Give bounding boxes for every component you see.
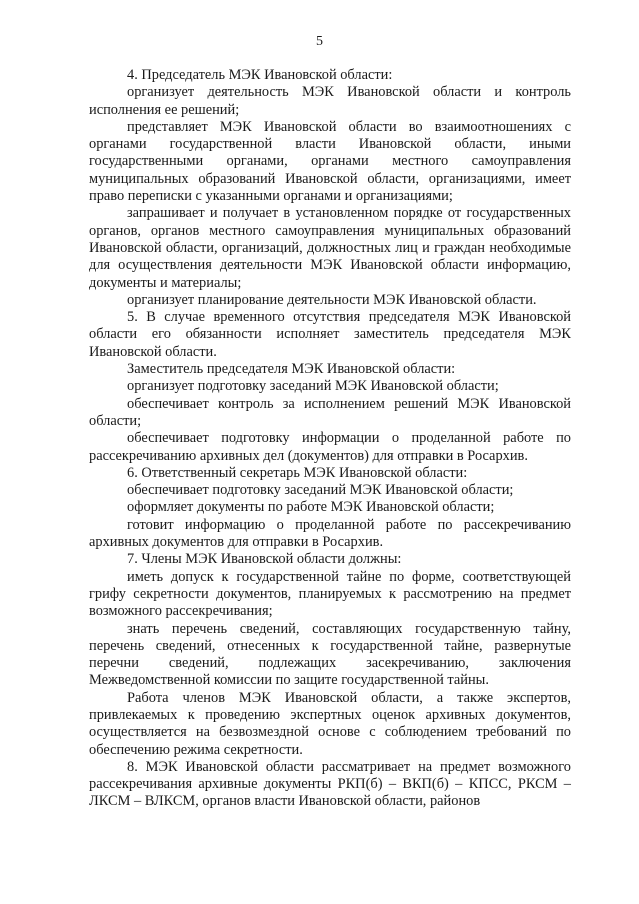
paragraph: готовит информацию о проделанной работе по рассекречиванию архивных документов для отправки в Росархив. xyxy=(89,516,571,551)
paragraph: знать перечень сведений, составляющих государственную тайну, перечень сведений, отнесенных к государственной тайне, развернутые перечни сведений, подлежащих засекречиванию, заключения Межведомственной комиссии по защите государственной тайны. xyxy=(89,620,571,689)
paragraph: Заместитель председателя МЭК Ивановской области: xyxy=(127,361,456,378)
page-number: 5 xyxy=(316,34,323,49)
document-body xyxy=(89,67,571,811)
paragraph: иметь допуск к государственной тайне по форме, соответствующей грифу секретности документов, планируемых к рассмотрению на предмет возможного рассекречивания; xyxy=(89,568,571,620)
paragraph: запрашивает и получает в установленном порядке от государственных органов, органов местного самоуправления муниципальных образований Ивановской области, организаций, должностных лиц и граждан необходимые для осуществления деятельности МЭК Ивановской области информацию, документы и материалы; xyxy=(89,205,571,291)
paragraph: 6. Ответственный секретарь МЭК Ивановской области: xyxy=(127,464,468,481)
paragraph: обеспечивает подготовку заседаний МЭК Ивановской области; xyxy=(127,482,514,499)
paragraph: 4. Председатель МЭК Ивановской области: xyxy=(127,67,393,83)
paragraph: организует планирование деятельности МЭК Ивановской области. xyxy=(127,291,537,308)
paragraph: 8. МЭК Ивановской области рассматривает на предмет возможного рассекречивания архивные документы РКП(б) – ВКП(б) – КПСС, РКСМ – ЛКСМ – ВЛКСМ, органов власти Ивановской области, районов xyxy=(89,758,571,810)
paragraph: 5. В случае временного отсутствия председателя МЭК Ивановской области его обязанности исполняет заместитель председателя МЭК Ивановской области. xyxy=(89,309,571,360)
paragraph: организует деятельность МЭК Ивановской области и контроль исполнения ее решений; xyxy=(89,84,571,118)
paragraph: оформляет документы по работе МЭК Ивановской области; xyxy=(127,499,495,516)
paragraph: обеспечивает подготовку информации о проделанной работе по рассекречиванию архивных дел (документов) для отправки в Росархив. xyxy=(89,430,571,464)
paragraph: обеспечивает контроль за исполнением решений МЭК Ивановской области; xyxy=(89,395,571,429)
paragraph: представляет МЭК Ивановской области во взаимоотношениях с органами государственной власти Ивановской области, иными государственными органами, органами местного самоуправления муниципальных образований Ивановской области, организациями, имеет право переписки с указанными органами и организациями; xyxy=(89,118,571,205)
paragraph: организует подготовку заседаний МЭК Ивановской области; xyxy=(127,378,499,395)
paragraph: 7. Члены МЭК Ивановской области должны: xyxy=(127,551,402,568)
paragraph: Работа членов МЭК Ивановской области, а также экспертов, привлекаемых к проведению экспертных оценок архивных документов, осуществляется на безвозмездной основе с соблюдением требований по обеспечению режима секретности. xyxy=(89,689,571,758)
